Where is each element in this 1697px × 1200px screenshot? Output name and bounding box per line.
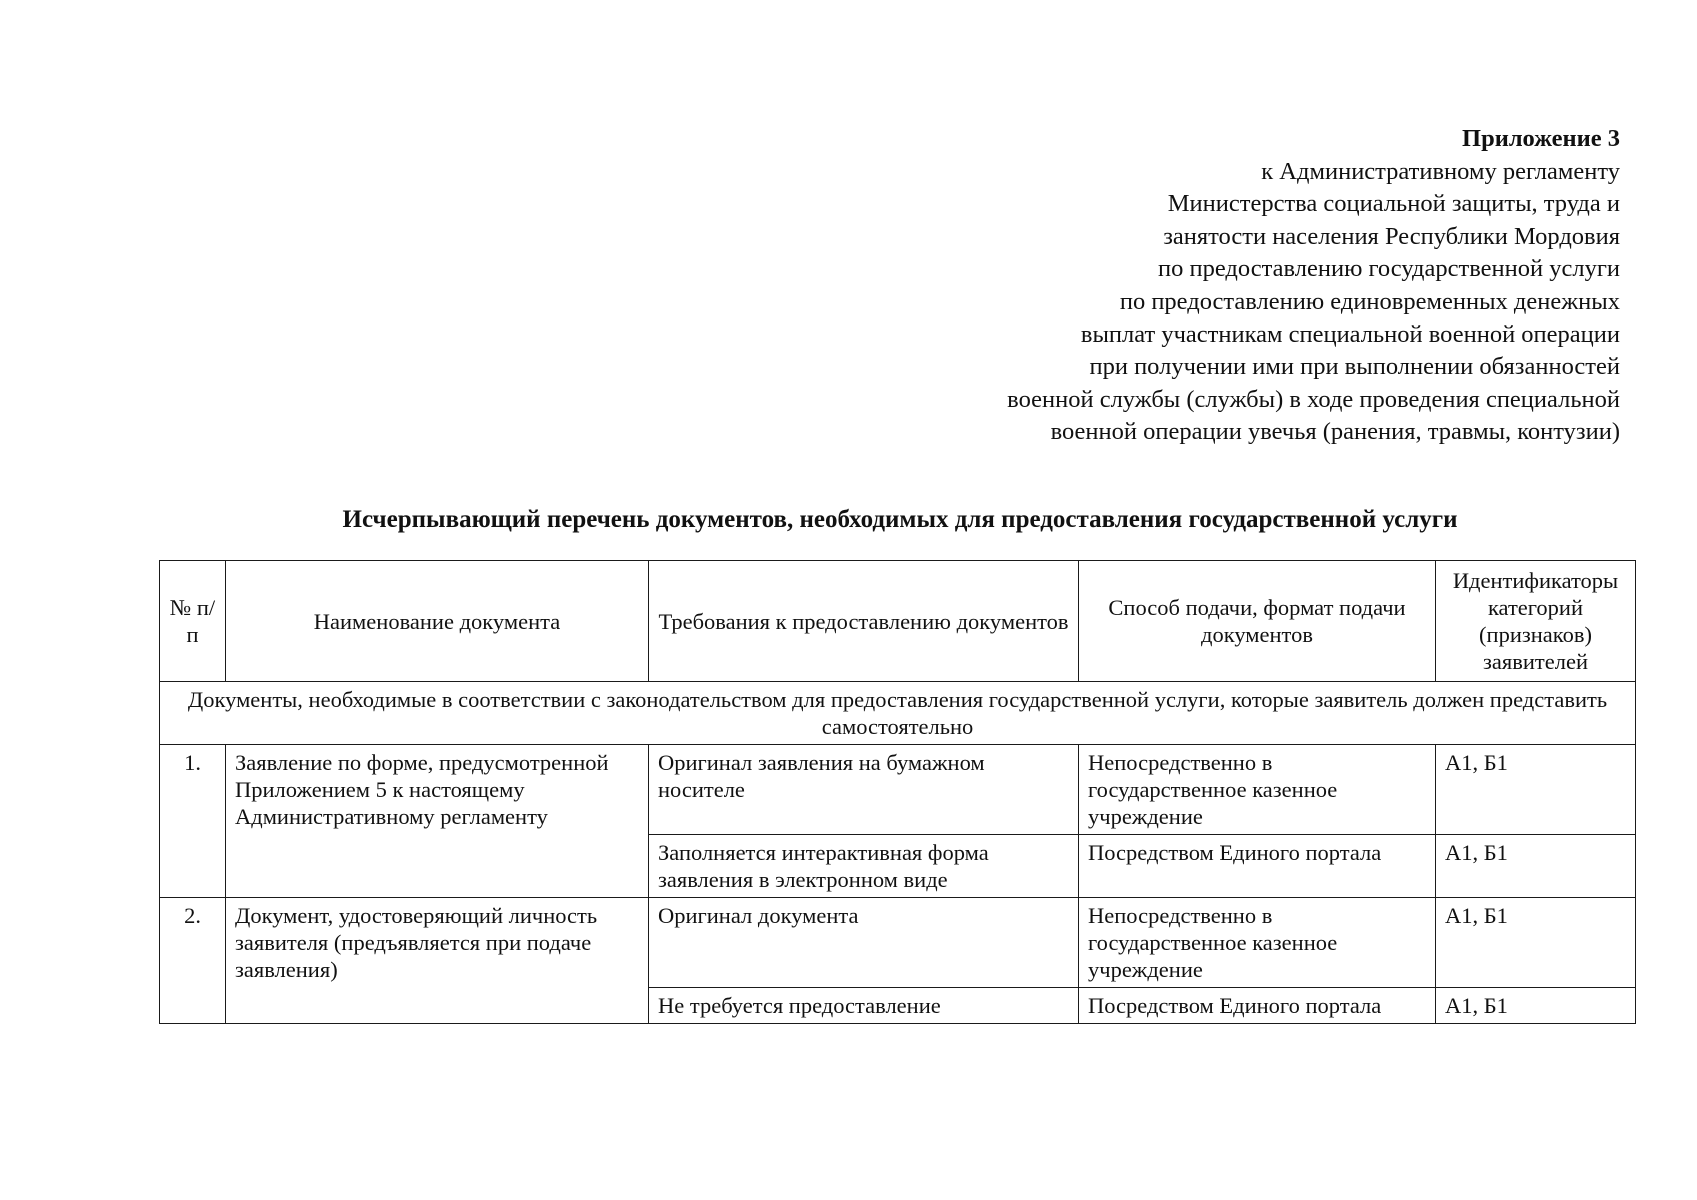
table-row (160, 745, 1636, 835)
header-method: Способ подачи, формат подачи документов (1079, 561, 1436, 682)
appendix-line: выплат участникам специальной военной операции (1080, 320, 1620, 348)
section-title: Документы, необходимые в соответствии с законодательством для предоставления государственной услуги, которые заявитель должен представить самостоятельно (160, 682, 1636, 745)
appendix-line: занятости населения Республики Мордовия (1163, 222, 1620, 250)
method-cell: Непосредственно в государственное казенное учреждение (1079, 898, 1436, 988)
requirement-cell: Оригинал документа (649, 898, 1079, 988)
ids-cell: А1, Б1 (1436, 745, 1636, 835)
ids-cell: А1, Б1 (1436, 898, 1636, 988)
document-title: Исчерпывающий перечень документов, необходимых для предоставления государственной услуги (342, 506, 1458, 533)
documents-table (159, 560, 1636, 1024)
requirement-cell: Не требуется предоставление (649, 988, 1079, 1024)
method-cell: Непосредственно в государственное казенное учреждение (1079, 745, 1436, 835)
appendix-heading: Приложение 3 (1462, 125, 1620, 152)
header-ids: Идентификаторы категорий (признаков) заявителей (1436, 561, 1636, 682)
section-row (160, 682, 1636, 745)
appendix-line: к Административному регламенту (1261, 157, 1620, 185)
appendix-line: военной операции увечья (ранения, травмы, контузии) (1050, 418, 1620, 446)
table-row (160, 898, 1636, 988)
header-name: Наименование документа (226, 561, 649, 682)
appendix-line: по предоставлению единовременных денежных (1119, 287, 1620, 315)
table-header-row (160, 561, 1636, 682)
method-cell: Посредством Единого портала (1079, 988, 1436, 1024)
ids-cell: А1, Б1 (1436, 835, 1636, 898)
appendix-line: военной службы (службы) в ходе проведения специальной (1007, 385, 1620, 413)
document-name: Заявление по форме, предусмотренной Приложением 5 к настоящему Административному регламенту (226, 745, 649, 898)
row-number: 2. (160, 898, 226, 1024)
header-num: № п/п (160, 561, 226, 682)
method-cell: Посредством Единого портала (1079, 835, 1436, 898)
appendix-line: Министерства социальной защиты, труда и (1167, 190, 1620, 218)
requirement-cell: Оригинал заявления на бумажном носителе (649, 745, 1079, 835)
row-number: 1. (160, 745, 226, 898)
document-name: Документ, удостоверяющий личность заявителя (предъявляется при подаче заявления) (226, 898, 649, 1024)
header-requirements: Требования к предоставлению документов (649, 561, 1079, 682)
appendix-line: по предоставлению государственной услуги (1158, 255, 1620, 283)
requirement-cell: Заполняется интерактивная форма заявления в электронном виде (649, 835, 1079, 898)
appendix-block (800, 123, 1620, 449)
appendix-line: при получении ими при выполнении обязанностей (1089, 353, 1620, 381)
ids-cell: А1, Б1 (1436, 988, 1636, 1024)
